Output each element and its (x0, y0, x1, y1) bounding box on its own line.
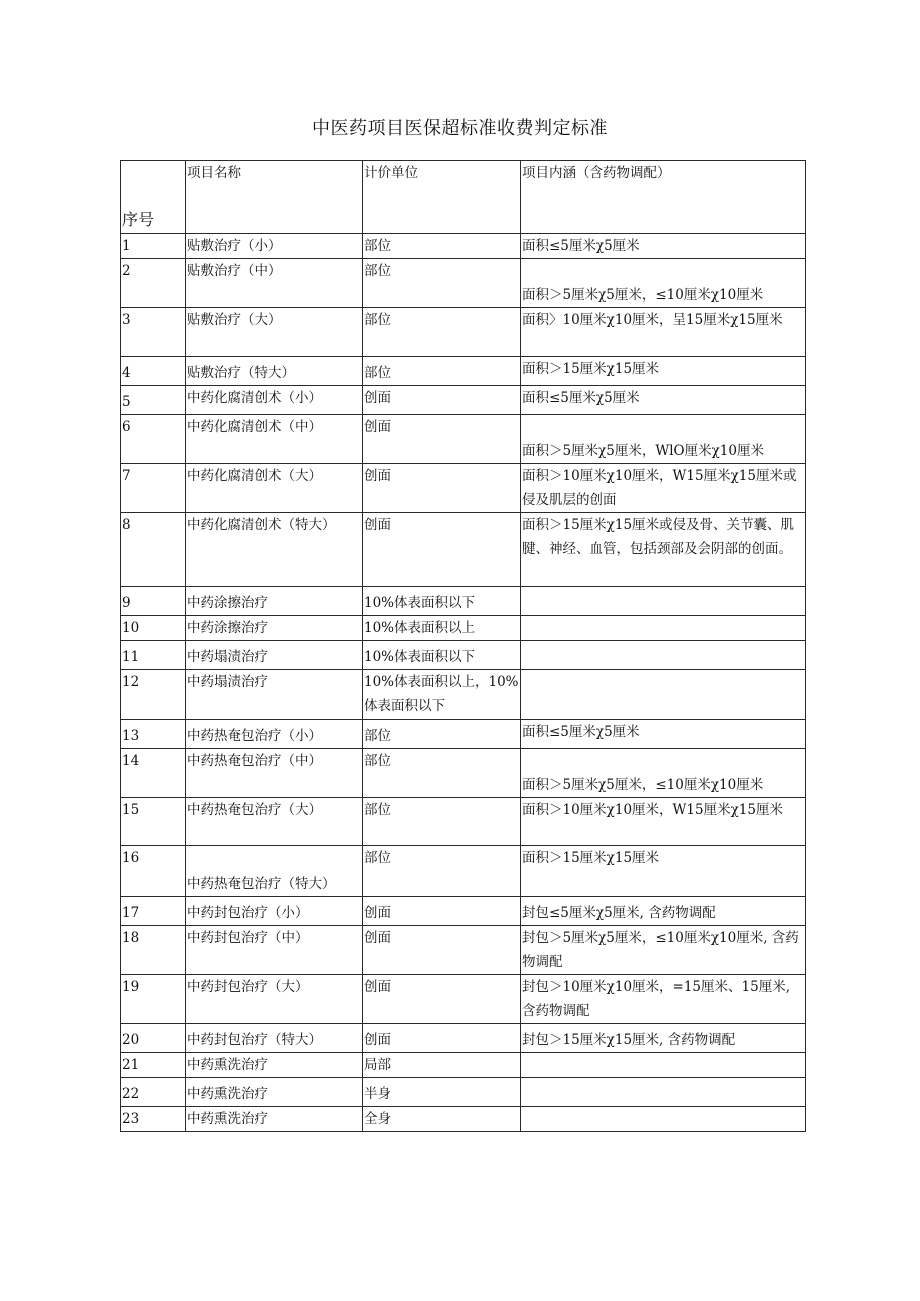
unit-cell: 创面 (363, 897, 521, 926)
content-cell: 面积≤5厘米χ5厘米 (521, 386, 806, 415)
unit-cell: 部位 (363, 749, 521, 798)
table-row (121, 749, 806, 798)
seq-cell: 19 (121, 975, 186, 1024)
content-cell: 面积〉10厘米χ10厘米，呈15厘米χ15厘米 (521, 308, 806, 357)
seq-cell: 7 (121, 464, 186, 513)
item-name-cell: 贴敷治疗（特大） (186, 357, 363, 386)
seq-cell: 1 (121, 234, 186, 259)
item-name-cell: 中药封包治疗（特大） (186, 1024, 363, 1053)
item-name-cell: 中药热奄包治疗（大） (186, 798, 363, 846)
unit-cell: 创面 (363, 464, 521, 513)
seq-cell: 8 (121, 513, 186, 587)
item-name-cell: 中药化腐清创术（小） (186, 386, 363, 415)
seq-cell: 23 (121, 1107, 186, 1132)
content-cell: 面积＞15厘米χ15厘米 (521, 357, 806, 386)
seq-cell: 15 (121, 798, 186, 846)
item-name-cell: 中药封包治疗（大） (186, 975, 363, 1024)
table-row (121, 1024, 806, 1053)
item-name-cell: 中药塌渍治疗 (186, 670, 363, 720)
unit-cell: 局部 (363, 1053, 521, 1078)
item-name-cell: 中药化腐清创术（大） (186, 464, 363, 513)
content-cell (521, 587, 806, 616)
item-name-cell: 中药化腐清创术（中） (186, 415, 363, 464)
unit-cell: 部位 (363, 846, 521, 897)
content-cell: 封包≤5厘米χ5厘米, 含药物调配 (521, 897, 806, 926)
table-row (121, 798, 806, 846)
seq-cell: 14 (121, 749, 186, 798)
item-name-cell: 中药热奄包治疗（特大） (186, 846, 363, 897)
content-cell: 面积＞15厘米χ15厘米或侵及骨、关节囊、肌腱、神经、血管，包括颈部及会阴部的创面。 (521, 513, 806, 587)
content-cell: 面积＞10厘米χ10厘米，W15厘米χ15厘米 (521, 798, 806, 846)
item-name-cell: 中药热奄包治疗（中） (186, 749, 363, 798)
table-row (121, 357, 806, 386)
unit-cell: 10%体表面积以下 (363, 641, 521, 670)
table-row (121, 308, 806, 357)
table-row (121, 464, 806, 513)
unit-cell: 10%体表面积以下 (363, 587, 521, 616)
item-name-cell: 中药涂擦治疗 (186, 587, 363, 616)
item-name-cell: 中药涂擦治疗 (186, 616, 363, 641)
table-header-row (121, 161, 806, 234)
seq-cell: 22 (121, 1078, 186, 1107)
table-row (121, 1078, 806, 1107)
seq-cell: 6 (121, 415, 186, 464)
unit-cell: 半身 (363, 1078, 521, 1107)
content-cell (521, 641, 806, 670)
table-row (121, 975, 806, 1024)
seq-cell: 20 (121, 1024, 186, 1053)
content-cell (521, 670, 806, 720)
table-row (121, 1053, 806, 1078)
unit-cell: 创面 (363, 415, 521, 464)
seq-cell: 5 (121, 386, 186, 415)
unit-cell: 部位 (363, 308, 521, 357)
unit-cell: 部位 (363, 720, 521, 749)
table-row (121, 386, 806, 415)
item-name-cell: 中药封包治疗（小） (186, 897, 363, 926)
table-row (121, 1107, 806, 1132)
table-body (121, 234, 806, 1132)
table-row (121, 897, 806, 926)
content-cell: 面积＞10厘米χ10厘米，W15厘米χ15厘米或侵及肌层的创面 (521, 464, 806, 513)
table-row (121, 259, 806, 308)
seq-cell: 17 (121, 897, 186, 926)
item-name-cell: 贴敷治疗（大） (186, 308, 363, 357)
item-name-cell: 中药封包治疗（中） (186, 926, 363, 975)
table-row (121, 926, 806, 975)
unit-cell: 创面 (363, 1024, 521, 1053)
header-unit: 计价单位 (363, 161, 521, 234)
seq-cell: 16 (121, 846, 186, 897)
content-cell: 面积＞15厘米χ15厘米 (521, 846, 806, 897)
content-cell: 面积＞5厘米χ5厘米，≤10厘米χ10厘米 (521, 749, 806, 798)
unit-cell: 创面 (363, 386, 521, 415)
item-name-cell: 中药熏洗治疗 (186, 1107, 363, 1132)
content-cell: 面积≤5厘米χ5厘米 (521, 720, 806, 749)
seq-cell: 10 (121, 616, 186, 641)
seq-cell: 18 (121, 926, 186, 975)
unit-cell: 部位 (363, 234, 521, 259)
unit-cell: 10%体表面积以上 (363, 616, 521, 641)
seq-cell: 11 (121, 641, 186, 670)
seq-cell: 12 (121, 670, 186, 720)
seq-cell: 9 (121, 587, 186, 616)
unit-cell: 创面 (363, 975, 521, 1024)
item-name-cell: 中药塌渍治疗 (186, 641, 363, 670)
item-name-cell: 中药化腐清创术（特大） (186, 513, 363, 587)
seq-cell: 21 (121, 1053, 186, 1078)
content-cell: 面积＞5厘米χ5厘米，≤10厘米χ10厘米 (521, 259, 806, 308)
table-row (121, 616, 806, 641)
table-row (121, 720, 806, 749)
unit-cell: 全身 (363, 1107, 521, 1132)
unit-cell: 部位 (363, 259, 521, 308)
content-cell (521, 1107, 806, 1132)
seq-cell: 4 (121, 357, 186, 386)
item-name-cell: 中药热奄包治疗（小） (186, 720, 363, 749)
unit-cell: 部位 (363, 357, 521, 386)
unit-cell: 部位 (363, 798, 521, 846)
table-row (121, 846, 806, 897)
fee-standard-table (120, 160, 806, 1132)
table-row (121, 415, 806, 464)
item-name-cell: 中药熏洗治疗 (186, 1078, 363, 1107)
content-cell: 封包＞10厘米χ10厘米，=15厘米、15厘米, 含药物调配 (521, 975, 806, 1024)
unit-cell: 创面 (363, 513, 521, 587)
header-seq: 序号 (121, 161, 186, 234)
item-name-cell: 贴敷治疗（小） (186, 234, 363, 259)
content-cell: 面积≤5厘米χ5厘米 (521, 234, 806, 259)
table-row (121, 234, 806, 259)
header-name: 项目名称 (186, 161, 363, 234)
unit-cell: 10%体表面积以上，10%体表面积以下 (363, 670, 521, 720)
item-name-cell: 贴敷治疗（中） (186, 259, 363, 308)
header-content: 项目内涵（含药物调配） (521, 161, 806, 234)
item-name-cell: 中药熏洗治疗 (186, 1053, 363, 1078)
seq-cell: 2 (121, 259, 186, 308)
table-row (121, 670, 806, 720)
seq-cell: 3 (121, 308, 186, 357)
content-cell: 封包＞15厘米χ15厘米, 含药物调配 (521, 1024, 806, 1053)
table-row (121, 513, 806, 587)
document-title: 中医药项目医保超标准收费判定标准 (312, 118, 608, 139)
content-cell (521, 1078, 806, 1107)
unit-cell: 创面 (363, 926, 521, 975)
table-row (121, 641, 806, 670)
table-row (121, 587, 806, 616)
content-cell: 面积＞5厘米χ5厘米，WlO厘米χ10厘米 (521, 415, 806, 464)
content-cell (521, 1053, 806, 1078)
seq-cell: 13 (121, 720, 186, 749)
content-cell: 封包＞5厘米χ5厘米，≤10厘米χ10厘米, 含药物调配 (521, 926, 806, 975)
content-cell (521, 616, 806, 641)
